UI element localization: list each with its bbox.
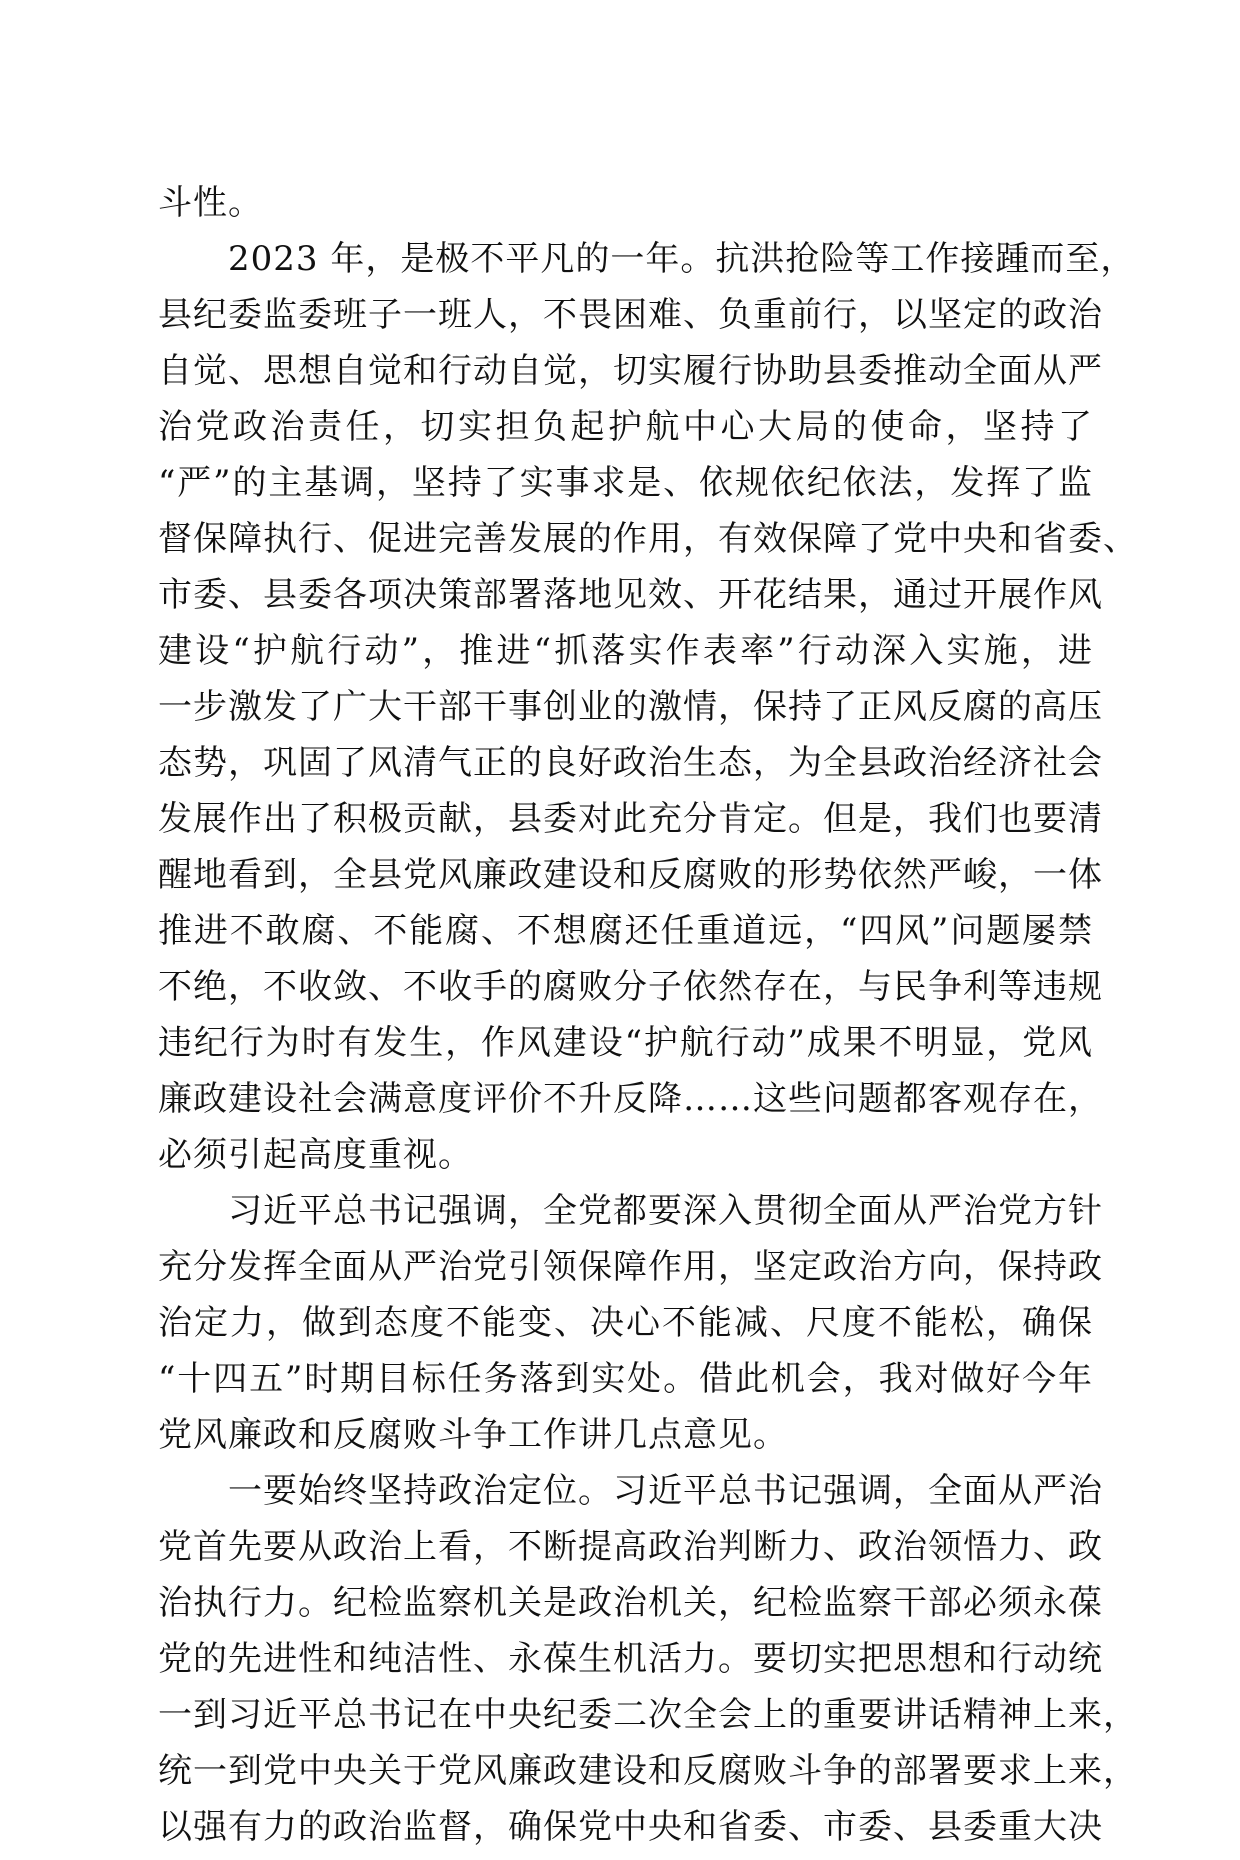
text-line: 治党政治责任，切实担负起护航中心大局的使命，坚持了: [158, 407, 1093, 447]
text-line: 以强有力的政治监督，确保党中央和省委、市委、县委重大决: [158, 1807, 1103, 1847]
text-line: 不绝，不收敛、不收手的腐败分子依然存在，与民争利等违规: [158, 967, 1103, 1007]
text-line: 市委、县委各项决策部署落地见效、开花结果，通过开展作风: [158, 575, 1103, 615]
text-line: 一要始终坚持政治定位。习近平总书记强调，全面从严治: [228, 1471, 1103, 1511]
text-line: 党首先要从政治上看，不断提高政治判断力、政治领悟力、政: [158, 1527, 1103, 1567]
text-line: 廉政建设社会满意度评价不升反降……这些问题都客观存在，: [158, 1079, 1103, 1119]
text-line: 必须引起高度重视。: [158, 1135, 473, 1175]
text-line: 推进不敢腐、不能腐、不想腐还任重道远，“四风”问题屡禁: [158, 911, 1093, 951]
text-line: 违纪行为时有发生，作风建设“护航行动”成果不明显，党风: [158, 1023, 1093, 1063]
text-line: 醒地看到，全县党风廉政建设和反腐败的形势依然严峻，一体: [158, 855, 1103, 895]
text-line: 统一到党中央关于党风廉政建设和反腐败斗争的部署要求上来，: [158, 1751, 1138, 1791]
text-line: 县纪委监委班子一班人，不畏困难、负重前行，以坚定的政治: [158, 295, 1103, 335]
text-line: 2023 年，是极不平凡的一年。抗洪抢险等工作接踵而至，: [228, 239, 1136, 279]
text-line: 充分发挥全面从严治党引领保障作用，坚定政治方向，保持政: [158, 1247, 1103, 1287]
text-line: 建设“护航行动”，推进“抓落实作表率”行动深入实施，进: [158, 631, 1093, 671]
text-line: “严”的主基调，坚持了实事求是、依规依纪依法，发挥了监: [158, 463, 1093, 503]
text-line: 习近平总书记强调，全党都要深入贯彻全面从严治党方针: [228, 1191, 1103, 1231]
text-line: 督保障执行、促进完善发展的作用，有效保障了党中央和省委、: [158, 519, 1138, 559]
text-line: 斗性。: [158, 183, 263, 223]
text-line: “十四五”时期目标任务落到实处。借此机会，我对做好今年: [158, 1359, 1093, 1399]
text-line: 治执行力。纪检监察机关是政治机关，纪检监察干部必须永葆: [158, 1583, 1103, 1623]
text-line: 一到习近平总书记在中央纪委二次全会上的重要讲话精神上来，: [158, 1695, 1138, 1735]
text-line: 发展作出了积极贡献，县委对此充分肯定。但是，我们也要清: [158, 799, 1103, 839]
text-line: 态势，巩固了风清气正的良好政治生态，为全县政治经济社会: [158, 743, 1103, 783]
text-line: 自觉、思想自觉和行动自觉，切实履行协助县委推动全面从严: [158, 351, 1103, 391]
body-text: [158, 180, 1138, 1860]
text-line: 党的先进性和纯洁性、永葆生机活力。要切实把思想和行动统: [158, 1639, 1103, 1679]
text-line: 治定力，做到态度不能变、决心不能减、尺度不能松，确保: [158, 1303, 1093, 1343]
text-line: 党风廉政和反腐败斗争工作讲几点意见。: [158, 1415, 788, 1455]
text-line: 一步激发了广大干部干事创业的激情，保持了正风反腐的高压: [158, 687, 1103, 727]
